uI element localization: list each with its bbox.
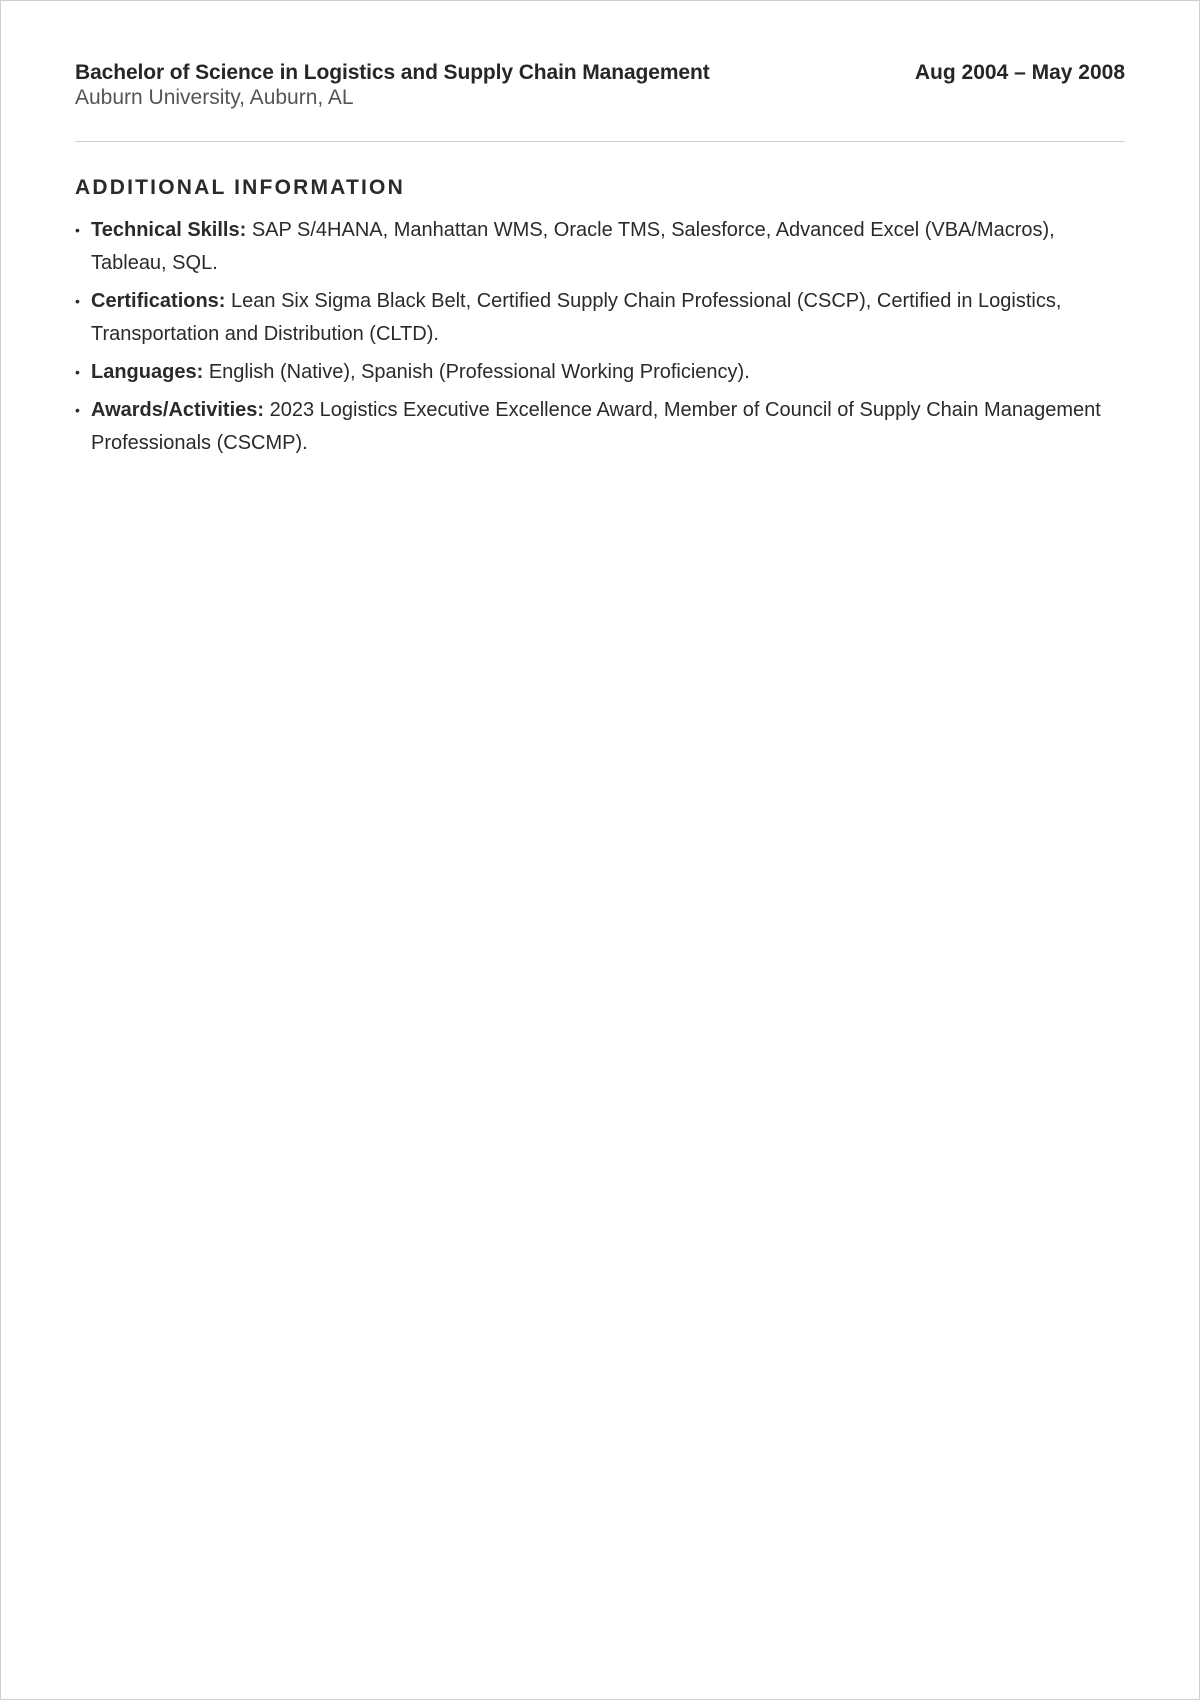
- item-label: Awards/Activities:: [91, 399, 265, 421]
- degree-title: Bachelor of Science in Logistics and Supply Chain Management: [75, 61, 710, 84]
- item-text: Lean Six Sigma Black Belt, Certified Supply Chain Professional (CSCP), Certified in Logistics, Transportation and Distribution (CLTD).: [91, 290, 1062, 345]
- item-text: 2023 Logistics Executive Excellence Award, Member of Council of Supply Chain Management Professionals (CSCMP).: [91, 399, 1101, 454]
- education-header: [75, 61, 1125, 85]
- resume-content: [75, 61, 1125, 465]
- section-divider: [75, 141, 1125, 142]
- item-text: SAP S/4HANA, Manhattan WMS, Oracle TMS, Salesforce, Advanced Excel (VBA/Macros), Tableau, SQL.: [91, 219, 1055, 274]
- item-label: Technical Skills:: [91, 219, 247, 241]
- item-label: Certifications:: [91, 290, 226, 312]
- list-item: [75, 214, 1125, 280]
- section-title-additional-information: ADDITIONAL INFORMATION: [75, 176, 405, 199]
- list-item: [75, 285, 1125, 351]
- bullet-icon: •: [75, 222, 80, 238]
- item-label: Languages:: [91, 361, 204, 383]
- school-name: Auburn University, Auburn, AL: [75, 86, 354, 109]
- education-entry: [75, 61, 1125, 110]
- additional-information-list: [75, 214, 1125, 460]
- bullet-icon: •: [75, 293, 80, 309]
- list-item: [75, 356, 1125, 389]
- bullet-icon: •: [75, 402, 80, 418]
- bullet-icon: •: [75, 364, 80, 380]
- list-item: [75, 394, 1125, 460]
- item-text: English (Native), Spanish (Professional Working Proficiency).: [208, 361, 750, 383]
- education-dates: Aug 2004 – May 2008: [914, 61, 1125, 84]
